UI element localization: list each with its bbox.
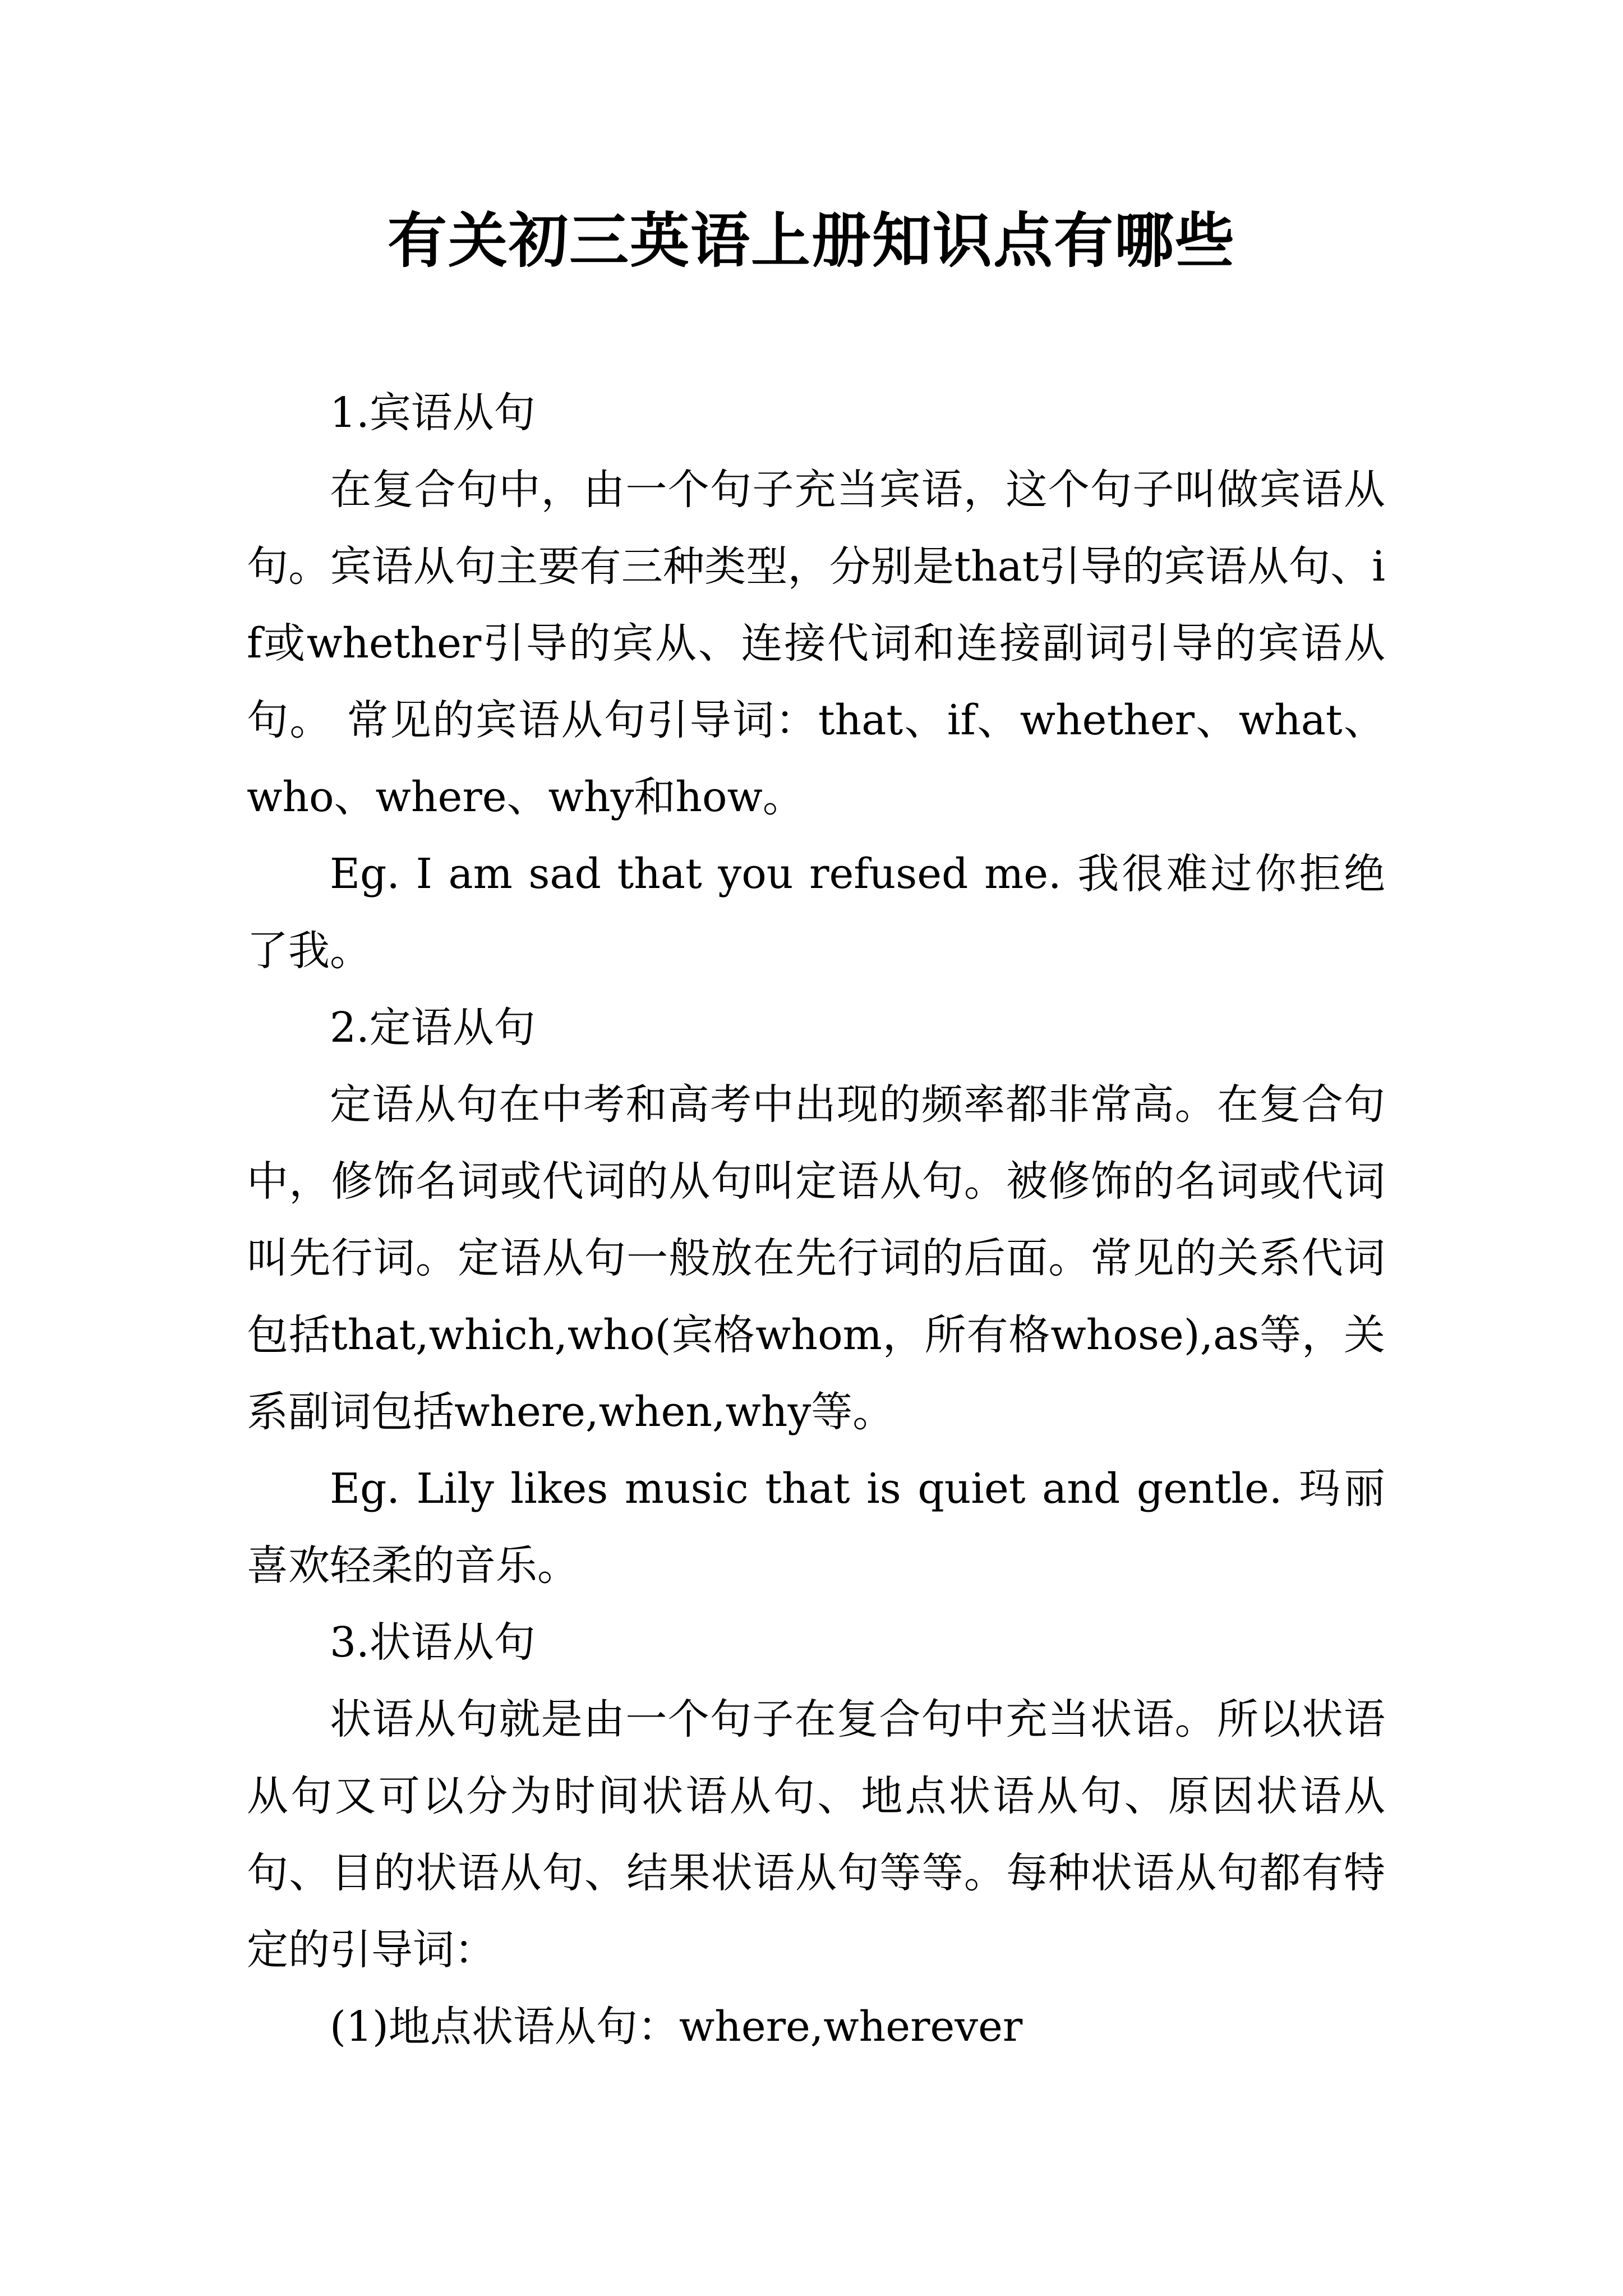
document-body [247, 375, 1385, 2065]
paragraph-adverbial-clause: 状语从句就是由一个句子在复合句中充当状语。所以状语从句又可以分为时间状语从句、地点状语从句、原因状语从句、目的状语从句、结果状语从句等等。每种状语从句都有特定的引导词： [247, 1695, 1385, 1974]
heading-attributive-clause: 2.定语从句 [330, 1004, 536, 1052]
example-attributive-clause: Eg. Lily likes music that is quiet and gentle. 玛丽喜欢轻柔的音乐。 [247, 1465, 1385, 1590]
paragraph-attributive-clause: 定语从句在中考和高考中出现的频率都非常高。在复合句中，修饰名词或代词的从句叫定语从句。被修饰的名词或代词叫先行词。定语从句一般放在先行词的后面。常见的关系代词包括that,which,who(宾格whom，所有格whose),as等，关系副词包括where,when,why等。 [247, 1080, 1385, 1436]
document-title: 有关初三英语上册知识点有哪些 [388, 206, 1235, 275]
example-object-clause: Eg. I am sad that you refused me. 我很难过你拒绝了我。 [247, 850, 1385, 975]
list-item-place-clause: (1)地点状语从句：where,wherever [330, 2003, 1023, 2051]
paragraph-object-clause: 在复合句中，由一个句子充当宾语，这个句子叫做宾语从句。宾语从句主要有三种类型，分别是that引导的宾语从句、if或whether引导的宾从、连接代词和连接副词引导的宾语从句。 常见的宾语从句引导词：that、if、whether、what、who、where、why和how。 [247, 466, 1385, 821]
heading-adverbial-clause: 3.状语从句 [330, 1618, 536, 1667]
heading-object-clause: 1.宾语从句 [330, 389, 536, 437]
